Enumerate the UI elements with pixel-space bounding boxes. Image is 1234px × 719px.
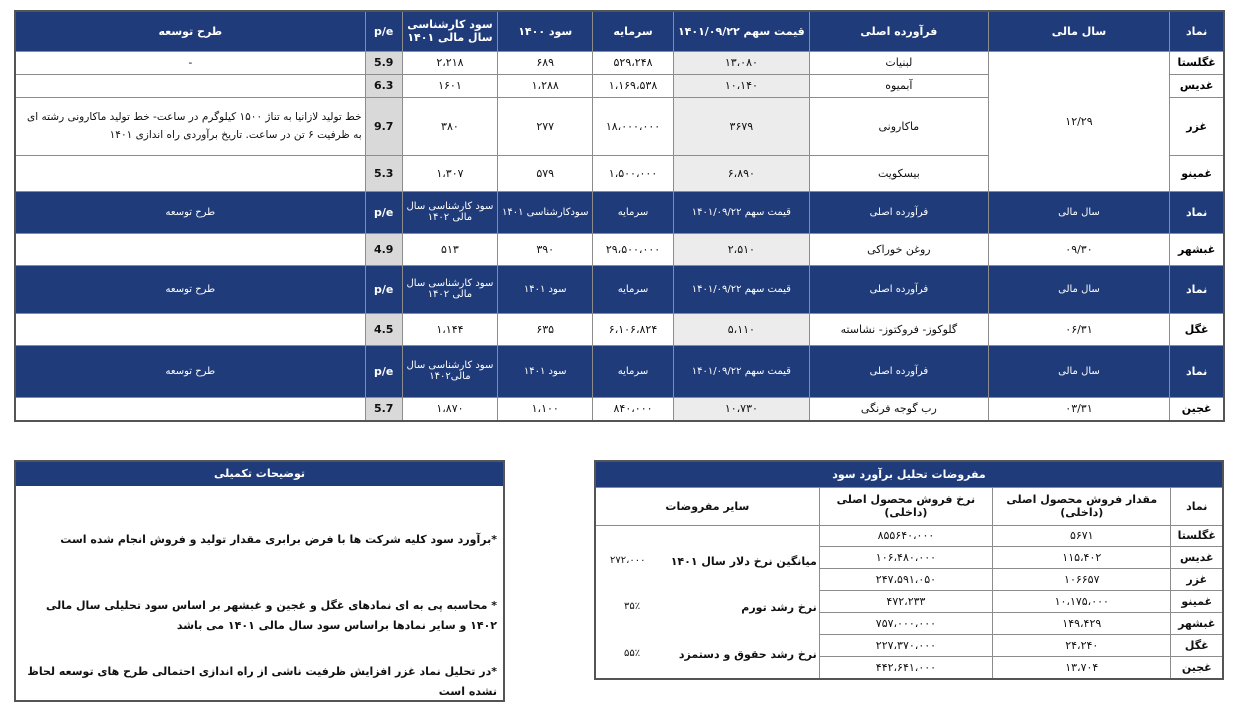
header-fiscal: سال مالی bbox=[988, 345, 1170, 397]
header-fiscal: سال مالی bbox=[988, 191, 1170, 233]
plan-cell bbox=[15, 155, 365, 191]
profit-cell: ۳۹۰ bbox=[498, 233, 593, 265]
plan-cell bbox=[15, 74, 365, 97]
assumption-value: ۵۵٪ bbox=[624, 647, 641, 659]
header-expert-profit: سود کارشناسی سال مالی ۱۴۰۱ bbox=[402, 11, 497, 51]
assumptions-title-row bbox=[595, 461, 1223, 487]
assumption-label: نرخ رشد تورم bbox=[741, 600, 817, 614]
expert-cell: ۱،۳۰۷ bbox=[402, 155, 497, 191]
header-plan: طرح توسعه bbox=[15, 11, 365, 51]
fiscal-cell: ۱۲/۲۹ bbox=[988, 51, 1170, 191]
symbol-cell: غمینو bbox=[1171, 591, 1223, 613]
header-plan: طرح توسعه bbox=[15, 345, 365, 397]
header-pe: p/e bbox=[365, 345, 402, 397]
product-cell: آبمیوه bbox=[810, 74, 989, 97]
pe-cell: 5.7 bbox=[365, 397, 402, 421]
capital-cell: ۵۲۹،۲۴۸ bbox=[593, 51, 673, 74]
table-row bbox=[15, 313, 1224, 345]
capital-cell: ۶،۱۰۶،۸۲۴ bbox=[593, 313, 673, 345]
symbol-cell: غدیس bbox=[1170, 74, 1224, 97]
header-fiscal: سال مالی bbox=[988, 11, 1170, 51]
header-price: قیمت سهم ۱۴۰۱/۰۹/۲۲ bbox=[673, 191, 809, 233]
pe-cell: 5.9 bbox=[365, 51, 402, 74]
header-expert-profit: سود کارشناسی سال مالی ۱۴۰۲ bbox=[402, 191, 497, 233]
header-price: قیمت سهم ۱۴۰۱/۰۹/۲۲ bbox=[673, 11, 809, 51]
header-product: فرآورده اصلی bbox=[810, 265, 989, 313]
symbol-cell: غزر bbox=[1170, 97, 1224, 155]
qty-cell: ۱۴۹،۴۲۹ bbox=[993, 612, 1171, 634]
table-header-row bbox=[15, 345, 1224, 397]
header-symbol: نماد bbox=[1170, 345, 1224, 397]
table-header-row bbox=[15, 191, 1224, 233]
header-symbol: نماد bbox=[1170, 191, 1224, 233]
header-product: فرآورده اصلی bbox=[810, 191, 989, 233]
price-cell: ۱۰،۷۳۰ bbox=[673, 397, 809, 421]
qty-cell: ۲۴،۲۴۰ bbox=[993, 634, 1171, 656]
qty-cell: ۱۰۶۶۵۷ bbox=[993, 569, 1171, 591]
price-cell: ۱۳،۰۸۰ bbox=[673, 51, 809, 74]
notes-title: توضیحات تکمیلی bbox=[16, 462, 503, 486]
header-other-assumptions: سایر مفروضات bbox=[595, 487, 819, 525]
profit-cell: ۱،۲۸۸ bbox=[498, 74, 593, 97]
symbol-cell: غبشهر bbox=[1171, 612, 1223, 634]
other-assumptions-cell bbox=[595, 525, 819, 679]
notes-panel bbox=[14, 460, 505, 702]
expert-cell: ۱۶۰۱ bbox=[402, 74, 497, 97]
header-symbol: نماد bbox=[1171, 487, 1223, 525]
table-row bbox=[15, 51, 1224, 74]
capital-cell: ۸۴۰،۰۰۰ bbox=[593, 397, 673, 421]
symbol-cell: غزر bbox=[1171, 569, 1223, 591]
pe-cell: 5.3 bbox=[365, 155, 402, 191]
header-price: قیمت سهم ۱۴۰۱/۰۹/۲۲ bbox=[673, 265, 809, 313]
capital-cell: ۲۹،۵۰۰،۰۰۰ bbox=[593, 233, 673, 265]
qty-cell: ۱۰،۱۷۵،۰۰۰ bbox=[993, 591, 1171, 613]
header-profit: سودکارشناسی ۱۴۰۱ bbox=[498, 191, 593, 233]
price-cell: ۶،۸۹۰ bbox=[673, 155, 809, 191]
header-symbol: نماد bbox=[1170, 11, 1224, 51]
header-product: فرآورده اصلی bbox=[810, 11, 989, 51]
header-capital: سرمایه bbox=[593, 265, 673, 313]
plan-cell: خط تولید لازانیا به تناژ ۱۵۰۰ کیلوگرم در ساعت- خط تولید ماکارونی رشته ای به ظرفیت ۶ تن در ساعت. تاریخ برآوردی راه اندازی ۱۴۰۱ bbox=[15, 97, 365, 155]
rate-cell: ۱۰۶،۴۸۰،۰۰۰ bbox=[819, 547, 992, 569]
pe-cell: 4.5 bbox=[365, 313, 402, 345]
product-cell: لبنیات bbox=[810, 51, 989, 74]
header-plan: طرح توسعه bbox=[15, 191, 365, 233]
qty-cell: ۱۱۵،۴۰۲ bbox=[993, 547, 1171, 569]
header-capital: سرمایه bbox=[593, 191, 673, 233]
table-header-row bbox=[15, 265, 1224, 313]
symbol-cell: غجین bbox=[1171, 656, 1223, 678]
header-pe: p/e bbox=[365, 191, 402, 233]
header-expert-profit: سود کارشناسی سال مالی ۱۴۰۲ bbox=[402, 265, 497, 313]
plan-cell bbox=[15, 397, 365, 421]
valuation-table bbox=[14, 10, 1225, 422]
qty-cell: ۱۳،۷۰۴ bbox=[993, 656, 1171, 678]
symbol-cell: غمینو bbox=[1170, 155, 1224, 191]
note-item: *برآورد سود کلیه شرکت ها با فرض برابری مقدار تولید و فروش انجام شده است bbox=[60, 533, 497, 546]
header-sales-qty: مقدار فروش محصول اصلی (داخلی) bbox=[993, 487, 1171, 525]
symbol-cell: غجین bbox=[1170, 397, 1224, 421]
expert-cell: ۲،۲۱۸ bbox=[402, 51, 497, 74]
pe-cell: 9.7 bbox=[365, 97, 402, 155]
expert-cell: ۳۸۰ bbox=[402, 97, 497, 155]
rate-cell: ۲۲۷،۳۷۰،۰۰۰ bbox=[819, 634, 992, 656]
header-sales-rate: نرخ فروش محصول اصلی (داخلی) bbox=[819, 487, 992, 525]
product-cell: گلوکوز- فروکتوز- نشاسته bbox=[810, 313, 989, 345]
header-pe: p/e bbox=[365, 11, 402, 51]
fiscal-cell: ۰۳/۳۱ bbox=[988, 397, 1170, 421]
symbol-cell: غگل bbox=[1170, 313, 1224, 345]
profit-cell: ۶۳۵ bbox=[498, 313, 593, 345]
symbol-cell: غبشهر bbox=[1170, 233, 1224, 265]
capital-cell: ۱،۱۶۹،۵۳۸ bbox=[593, 74, 673, 97]
price-cell: ۱۰،۱۴۰ bbox=[673, 74, 809, 97]
assumptions-table bbox=[594, 460, 1224, 680]
header-profit: سود ۱۴۰۰ bbox=[498, 11, 593, 51]
header-fiscal: سال مالی bbox=[988, 265, 1170, 313]
note-item: * محاسبه پی به ای نمادهای غگل و غجین و غبشهر بر اساس سود تحلیلی سال مالی ۱۴۰۲ و سایر نمادها براساس سود سال مالی ۱۴۰۱ می باشد bbox=[45, 599, 497, 632]
price-cell: ۵،۱۱۰ bbox=[673, 313, 809, 345]
symbol-cell: غگل bbox=[1171, 634, 1223, 656]
table-row bbox=[595, 525, 1223, 547]
header-plan: طرح توسعه bbox=[15, 265, 365, 313]
assumption-label: میانگین نرخ دلار سال ۱۴۰۱ bbox=[670, 554, 817, 568]
expert-cell: ۵۱۳ bbox=[402, 233, 497, 265]
header-product: فرآورده اصلی bbox=[810, 345, 989, 397]
note-item: *در تحلیل نماد غزر افزایش ظرفیت ناشی از راه اندازی احتمالی طرح های توسعه لحاظ نشده است bbox=[27, 665, 497, 698]
product-cell: روغن خوراکی bbox=[810, 233, 989, 265]
rate-cell: ۸۵۵۶۴۰،۰۰۰ bbox=[819, 525, 992, 547]
header-pe: p/e bbox=[365, 265, 402, 313]
pe-cell: 6.3 bbox=[365, 74, 402, 97]
assumptions-title: مفروضات تحلیل برآورد سود bbox=[595, 461, 1223, 487]
notes-body bbox=[16, 530, 503, 702]
plan-cell: - bbox=[15, 51, 365, 74]
table-header-row bbox=[15, 11, 1224, 51]
table-row bbox=[15, 397, 1224, 421]
fiscal-cell: ۰۶/۳۱ bbox=[988, 313, 1170, 345]
header-capital: سرمایه bbox=[593, 11, 673, 51]
header-capital: سرمایه bbox=[593, 345, 673, 397]
profit-cell: ۶۸۹ bbox=[498, 51, 593, 74]
rate-cell: ۴۴۲،۶۴۱،۰۰۰ bbox=[819, 656, 992, 678]
profit-cell: ۲۷۷ bbox=[498, 97, 593, 155]
assumptions-header-row bbox=[595, 487, 1223, 525]
header-price: قیمت سهم ۱۴۰۱/۰۹/۲۲ bbox=[673, 345, 809, 397]
table-row bbox=[15, 233, 1224, 265]
profit-cell: ۵۷۹ bbox=[498, 155, 593, 191]
assumption-label: نرخ رشد حقوق و دستمزد bbox=[678, 647, 817, 661]
rate-cell: ۷۵۷،۰۰۰،۰۰۰ bbox=[819, 612, 992, 634]
expert-cell: ۱،۸۷۰ bbox=[402, 397, 497, 421]
symbol-cell: غگلستا bbox=[1171, 525, 1223, 547]
plan-cell bbox=[15, 313, 365, 345]
qty-cell: ۵۶۷۱ bbox=[993, 525, 1171, 547]
symbol-cell: غگلستا bbox=[1170, 51, 1224, 74]
pe-cell: 4.9 bbox=[365, 233, 402, 265]
profit-cell: ۱،۱۰۰ bbox=[498, 397, 593, 421]
expert-cell: ۱،۱۴۴ bbox=[402, 313, 497, 345]
rate-cell: ۲۴۷،۵۹۱،۰۵۰ bbox=[819, 569, 992, 591]
header-profit: سود ۱۴۰۱ bbox=[498, 345, 593, 397]
capital-cell: ۱،۵۰۰،۰۰۰ bbox=[593, 155, 673, 191]
product-cell: ماکارونی bbox=[810, 97, 989, 155]
header-expert-profit: سود کارشناسی سال مالی۱۴۰۲ bbox=[402, 345, 497, 397]
product-cell: بیسکویت bbox=[810, 155, 989, 191]
header-symbol: نماد bbox=[1170, 265, 1224, 313]
product-cell: رب گوجه فرنگی bbox=[810, 397, 989, 421]
plan-cell bbox=[15, 233, 365, 265]
assumption-value: ۲۷۲،۰۰۰ bbox=[610, 554, 646, 566]
symbol-cell: غدیس bbox=[1171, 547, 1223, 569]
capital-cell: ۱۸،۰۰۰،۰۰۰ bbox=[593, 97, 673, 155]
rate-cell: ۴۷۲،۲۳۳ bbox=[819, 591, 992, 613]
price-cell: ۲،۵۱۰ bbox=[673, 233, 809, 265]
fiscal-cell: ۰۹/۳۰ bbox=[988, 233, 1170, 265]
price-cell: ۳۶۷۹ bbox=[673, 97, 809, 155]
header-profit: سود ۱۴۰۱ bbox=[498, 265, 593, 313]
assumption-value: ۳۵٪ bbox=[624, 600, 641, 612]
